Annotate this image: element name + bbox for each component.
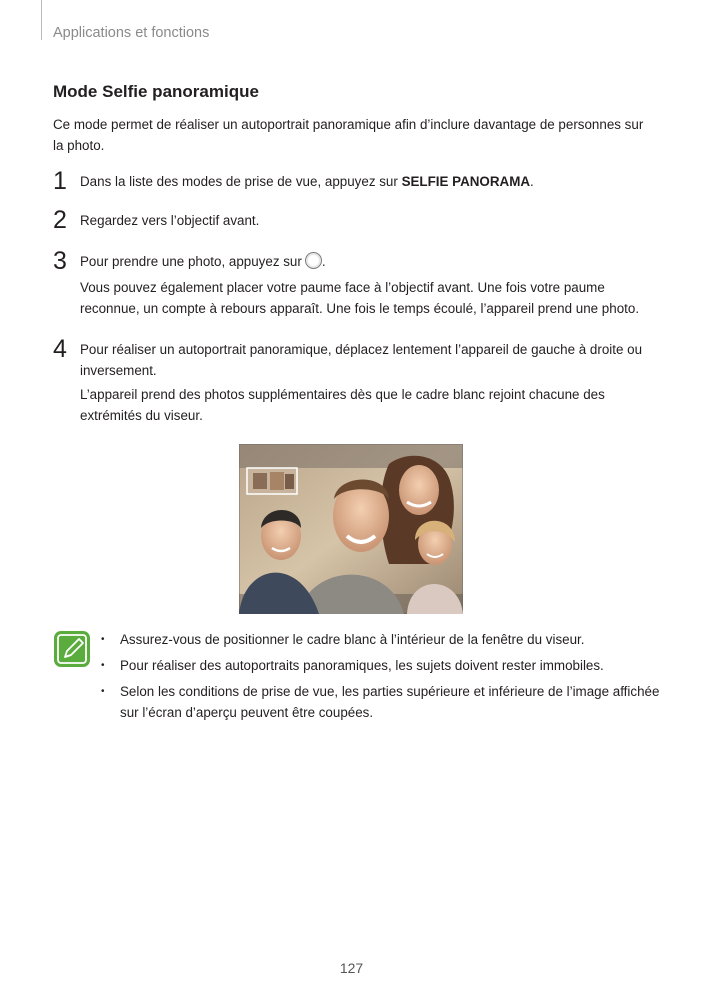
header-section-title: Applications et fonctions [53, 25, 210, 41]
note-item: • Pour réaliser des autoportraits panoramiques, les sujets doivent rester immobiles. [101, 655, 661, 676]
intro-paragraph: Ce mode permet de réaliser un autoportrait panoramique afin d’inclure davantage de personnes sur la photo. [53, 117, 644, 153]
note-item: • Assurez-vous de positionner le cadre blanc à l’intérieur de la fenêtre du viseur. [101, 629, 661, 650]
note-list [101, 629, 661, 728]
step-2-text: Regardez vers l’objectif avant. [80, 213, 260, 228]
step-3-post: . [321, 254, 326, 269]
section-title: Mode Selfie panoramique [53, 82, 259, 101]
step-4-text: Pour réaliser un autoportrait panoramique, déplacez lentement l’appareil de gauche à droite ou inversement. [80, 342, 643, 378]
step-1-number: 1 [53, 167, 67, 195]
note-item: • Selon les conditions de prise de vue, les parties supérieure et inférieure de l’image affichée sur l’écran d’aperçu peuvent être coupées. [101, 681, 661, 723]
step-3-number: 3 [53, 247, 67, 275]
page-number: 127 [339, 960, 364, 976]
step-1-pre: Dans la liste des modes de prise de vue, appuyez sur [80, 174, 402, 189]
header-rule [41, 0, 42, 40]
selfie-panorama-label: SELFIE PANORAMA [401, 174, 531, 189]
step-4-number: 4 [53, 335, 67, 363]
step-4-detail: L’appareil prend des photos supplémentaires dès que le cadre blanc rejoint chacune des extrémités du viseur. [80, 387, 605, 423]
step-1-text [80, 171, 660, 192]
selfie-panorama-photo [239, 444, 463, 614]
step-3-detail: Vous pouvez également placer votre paume face à l’objectif avant. Une fois votre paume reconnue, un compte à rebours apparaît. Une fois le temps écoulé, l’appareil prend une photo. [80, 280, 640, 316]
step-2-number: 2 [53, 206, 67, 234]
shutter-button-icon [305, 252, 322, 269]
note-pencil-icon [53, 630, 91, 668]
step-1-post: . [530, 174, 534, 189]
step-3-pre: Pour prendre une photo, appuyez sur [80, 254, 302, 269]
step-3-text [80, 251, 660, 272]
